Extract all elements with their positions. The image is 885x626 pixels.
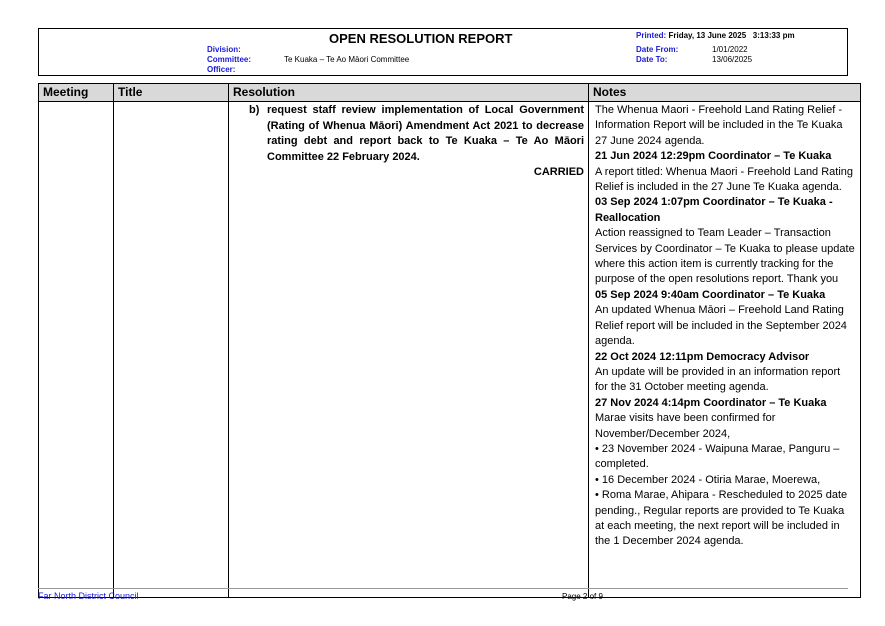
note-text: Marae visits have been confirmed for November/December 2024, — [595, 412, 776, 440]
committee-label: Committee: — [207, 55, 252, 64]
resolution-cell — [229, 102, 589, 598]
column-header-meeting: Meeting — [39, 84, 114, 102]
officer-label: Officer: — [207, 65, 236, 74]
notes-list — [589, 102, 860, 550]
note-text: • 16 December 2024 - Otiria Marae, Moerewa, — [595, 473, 821, 486]
column-header-title: Title — [114, 84, 229, 102]
page-number: Page 2 of 9 — [562, 592, 603, 601]
date-from-label: Date From: — [636, 45, 679, 54]
note-text: An updated Whenua Māori – Freehold Land Rating Relief report will be included in the September 2024 agenda. — [595, 304, 847, 348]
resolution-text: request staff review implementation of Local Government (Rating of Whenua Māori) Amendment Act 2021 to decrease rating debt and report back to Te Kuaka – Te Ao Māori Committee 22 February 2024. — [267, 104, 584, 163]
resolution-letter: b) — [249, 104, 260, 116]
notes-cell — [589, 102, 861, 598]
resolutions-table — [38, 83, 861, 598]
resolution-status: CARRIED — [533, 166, 584, 178]
table-row — [39, 102, 861, 598]
column-header-notes: Notes — [589, 84, 861, 102]
note-text: An update will be provided in an information report for the 31 October meeting agenda. — [595, 365, 841, 394]
report-title: OPEN RESOLUTION REPORT — [329, 31, 513, 46]
note-text: • 23 November 2024 - Waipuna Marae, Panguru – completed. — [595, 442, 840, 471]
printed-value: Friday, 13 June 2025 3:13:33 pm — [668, 31, 795, 40]
note-text: • Roma Marae, Ahipara - Rescheduled to 2025 date pending., Regular reports are provided to Te Kuaka at each meeting, the next report will be included in the 1 December 2024 agenda. — [595, 489, 848, 548]
note-text: Action reassigned to Team Leader – Transaction Services by Coordinator – Te Kuaka to please update where this action item is currently tracking for the purpose of the open resolutions report. Thank you — [595, 227, 855, 286]
table-header-row — [39, 84, 861, 102]
printed-label: Printed: — [636, 31, 667, 40]
note-text: A report titled: Whenua Maori - Freehold Land Rating Relief is included in the 27 June Te Kuaka agenda. — [595, 165, 854, 194]
division-label: Division: — [207, 45, 241, 54]
report-header — [38, 28, 848, 76]
note-heading: 22 Oct 2024 12:11pm Democracy Advisor — [595, 350, 810, 363]
title-cell — [114, 102, 229, 598]
meeting-cell — [39, 102, 114, 598]
note-heading: 21 Jun 2024 12:29pm Coordinator – Te Kuaka — [595, 150, 832, 163]
footer-organisation: Far North District Council — [38, 591, 139, 601]
note-heading: 03 Sep 2024 1:07pm Coordinator – Te Kuaka - Reallocation — [595, 196, 833, 224]
note-heading: 05 Sep 2024 9:40am Coordinator – Te Kuaka — [595, 288, 826, 301]
footer-divider — [38, 588, 848, 589]
date-to-value: 13/06/2025 — [712, 55, 753, 64]
resolution-item — [249, 103, 584, 165]
date-to-label: Date To: — [636, 55, 668, 64]
column-header-resolution: Resolution — [229, 84, 589, 102]
printed-info — [636, 31, 795, 41]
date-from-value: 1/01/2022 — [712, 45, 748, 54]
note-heading: 27 Nov 2024 4:14pm Coordinator – Te Kuaka — [595, 396, 827, 409]
committee-value: Te Kuaka – Te Ao Māori Committee — [284, 55, 410, 64]
note-text: The Whenua Maori - Freehold Land Rating Relief - Information Report will be included in the Te Kuaka 27 June 2024 agenda. — [595, 104, 843, 147]
